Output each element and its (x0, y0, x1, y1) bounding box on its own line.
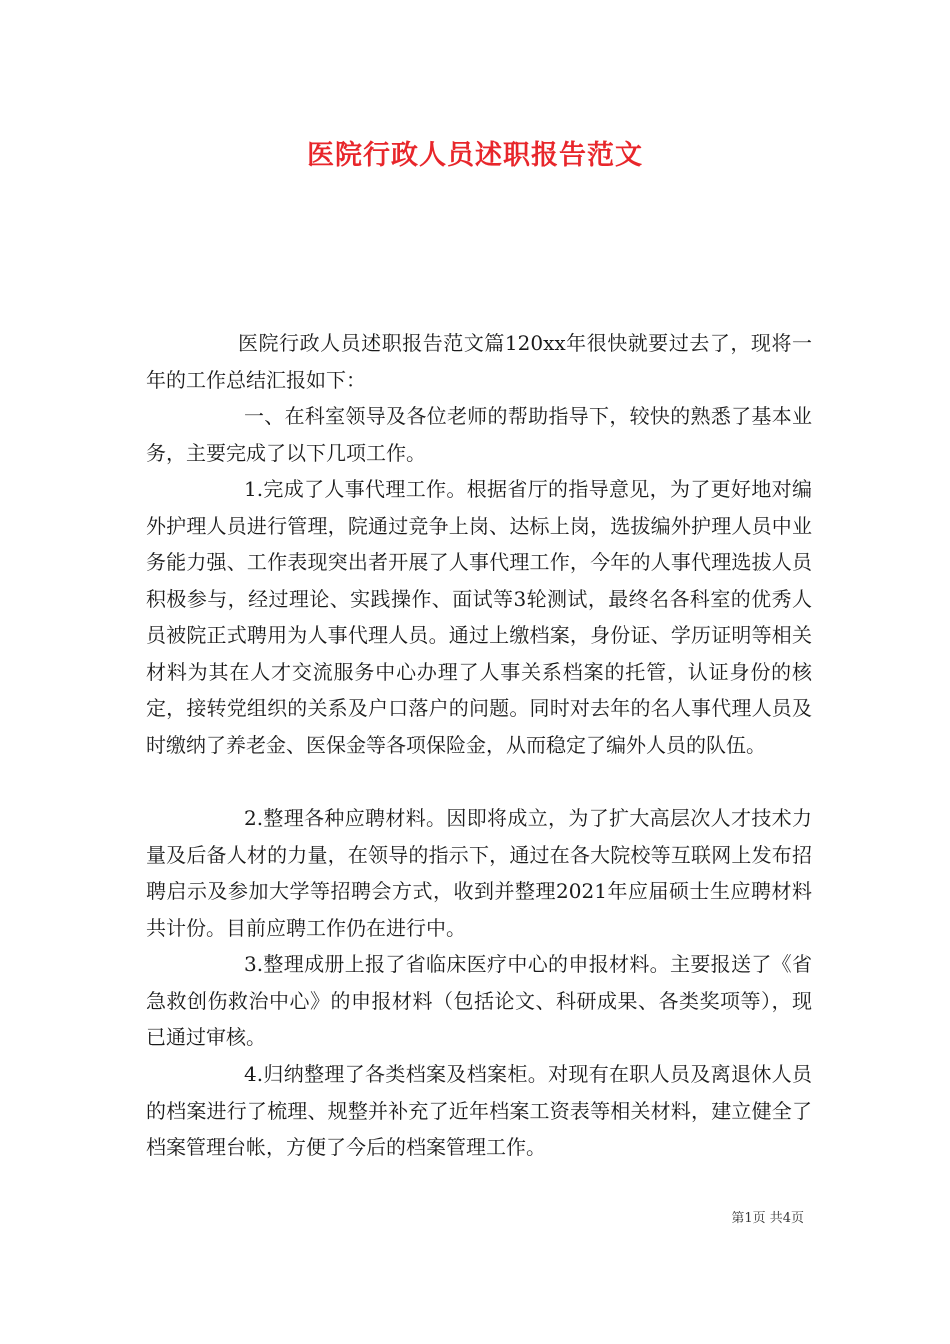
paragraph-item-4: 4.归纳整理了各类档案及档案柜。对现有在职人员及离退休人员的档案进行了梳理、规整并补充了近年档案工资表等相关材料，建立健全了档案管理台帐，方便了今后的档案管理工作。 (146, 1062, 812, 1159)
paragraph-item-2: 2.整理各种应聘材料。因即将成立，为了扩大高层次人才技术力量及后备人材的力量，在领导的指示下，通过在各大院校等互联网上发布招聘启示及参加大学等招聘会方式，收到并整理2021年应届硕士生应聘材料共计份。目前应聘工作仍在进行中。 (146, 806, 812, 940)
paragraph-intro: 医院行政人员述职报告范文篇120xx年很快就要过去了，现将一年的工作总结汇报如下： (146, 331, 812, 392)
paragraph-item-1: 1.完成了人事代理工作。根据省厅的指导意见，为了更好地对编外护理人员进行管理，院通过竞争上岗、达标上岗，选拔编外护理人员中业务能力强、工作表现突出者开展了人事代理工作，今年的人事代理选拔人员积极参与，经过理论、实践操作、面试等3轮测试，最终名各科室的优秀人员被院正式聘用为人事代理人员。通过上缴档案，身份证、学历证明等相关材料为其在人才交流服务中心办理了人事关系档案的托管，认证身份的核定，接转党组织的关系及户口落户的问题。同时对去年的名人事代理人员及时缴纳了养老金、医保金等各项保险金，从而稳定了编外人员的队伍。 (146, 477, 812, 757)
page-number: 第1页 共4页 (731, 1211, 804, 1226)
paragraph-item-3: 3.整理成册上报了省临床医疗中心的申报材料。主要报送了《省急救创伤救治中心》的申报材料（包括论文、科研成果、各类奖项等），现已通过审核。 (146, 952, 812, 1049)
paragraph-section-1: 一、在科室领导及各位老师的帮助指导下，较快的熟悉了基本业务，主要完成了以下几项工作。 (146, 404, 812, 465)
document-title: 医院行政人员述职报告范文 (307, 140, 643, 171)
